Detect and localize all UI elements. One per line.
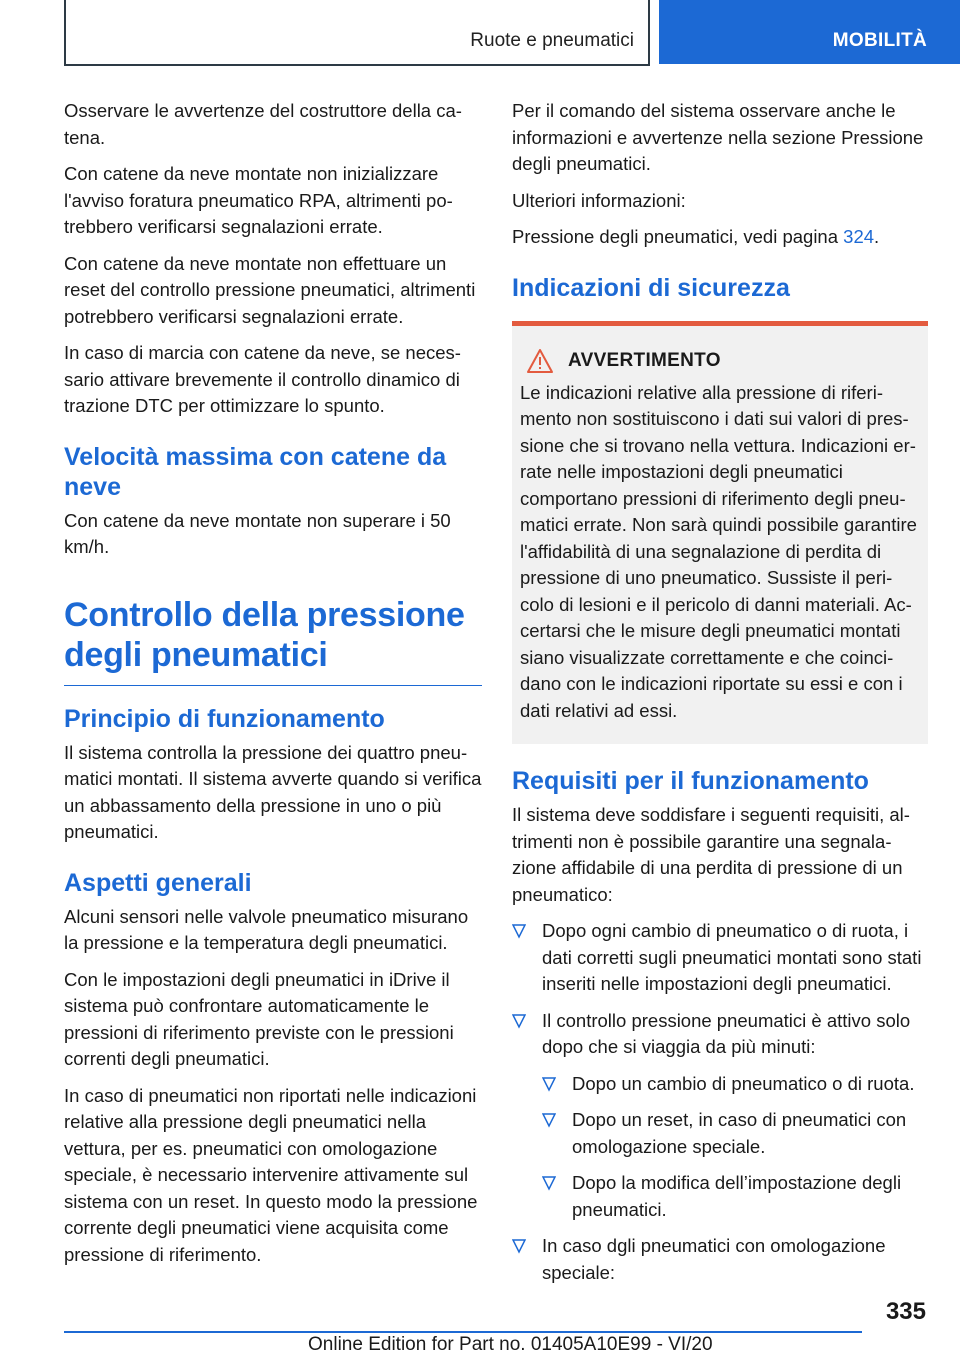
- footer-divider: [64, 1331, 862, 1333]
- paragraph: Alcuni sensori nelle valvole pneumatico misurano la pressione e la temperatura degli pneumatici.: [64, 905, 469, 953]
- heading-requirements: Requisiti per il funzionamento: [512, 767, 869, 795]
- requirements-list: [512, 918, 928, 1286]
- paragraph: In caso di pneumatici non riportati nelle indicazioni relative alla pressione degli pneumatici nella vettura, per es. pneumatici con omologazione speciale, è necessario intervenire attivamente sul sistema con un reset. In questo modo la pressione corrente degli pneumatici viene acquisita come pressione di riferimento.: [64, 1084, 478, 1265]
- heading-tire-pressure-control: Controllo della pressione degli pneumatici: [64, 595, 482, 686]
- warning-text: Le indicazioni relative alla pressione di riferimento non sostituiscono i dati sui valori di pressione che si trovano nella vettura. Indicazioni errate nelle impostazioni degli pneumatici comportano pressioni di riferimento degli pneumatici errate. Non sarà quindi possibile garantire l'affidabilità di una segnalazione di perdita di pressione di uno pneumatico. Sussiste il pericolo di lesioni e il pericolo di danni materiali. Accertarsi che le misure degli pneumatici montati siano visualizzate correttamente e che coincidano con le indicazioni riportate su essi e con i dati relativi ad essi.: [520, 381, 917, 721]
- triangle-bullet-icon: [512, 923, 526, 939]
- list-item: [512, 1233, 928, 1286]
- list-item-text: Dopo ogni cambio di pneumatico o di ruota, i dati corretti sugli pneumatici montati sono stati inseriti nelle impostazioni degli pneumatici.: [542, 920, 922, 994]
- warning-box: [512, 321, 928, 745]
- paragraph: Il sistema controlla la pressione dei quattro pneumatici montati. Il sistema avverte quando si verifica un abbassamento della pressione in uno o più pneumatici.: [64, 741, 482, 842]
- warning-title: AVVERTIMENTO: [568, 349, 721, 371]
- triangle-bullet-icon: [542, 1076, 556, 1092]
- paragraph: Con catene da neve montate non inizializzare l'avviso foratura pneumatico RPA, altrimenti potrebbero verificarsi segnalazioni errate.: [64, 163, 453, 237]
- section-title: Ruote e pneumatici: [470, 30, 634, 51]
- right-column: [512, 98, 928, 1296]
- list-item-text: Dopo la modifica dell’impostazione degli pneumatici.: [572, 1172, 902, 1220]
- left-column: [64, 98, 482, 1278]
- heading-general: Aspetti generali: [64, 868, 252, 897]
- list-item-text: In caso dgli pneumatici con omologazione speciale:: [542, 1235, 886, 1283]
- heading-safety: Indicazioni di sicurezza: [512, 273, 790, 302]
- paragraph: Ulteriori informazioni:: [512, 189, 686, 211]
- warning-triangle-icon: [526, 348, 554, 374]
- chapter-tab-label: MOBILITÀ: [832, 30, 927, 51]
- header-frame: [64, 0, 650, 66]
- triangle-bullet-icon: [512, 1013, 526, 1029]
- list-item-text: Dopo un cambio di pneumatico o di ruota.: [572, 1072, 915, 1094]
- footer-edition: Online Edition for Part no. 01405A10E99 - VI/20: [308, 1334, 713, 1355]
- paragraph: Per il comando del sistema osservare anche le informazioni e avvertenze nella sezione Pressione degli pneumatici.: [512, 100, 924, 174]
- warning-header: [520, 348, 920, 374]
- page-link-324[interactable]: 324: [843, 226, 875, 247]
- paragraph: Con catene da neve montate non effettuare un reset del controllo pressione pneumatici, altrimenti potrebbero verificarsi segnalazioni errate.: [64, 252, 476, 327]
- ref-end: .: [874, 226, 880, 247]
- ref-text: Pressione degli pneumatici, vedi pagina: [512, 226, 844, 247]
- paragraph: Osservare le avvertenze del costruttore della catena.: [64, 100, 462, 148]
- triangle-bullet-icon: [542, 1112, 556, 1128]
- list-item: [542, 1071, 928, 1098]
- list-item-text: Dopo un reset, in caso di pneumatici con omologazione speciale.: [572, 1109, 907, 1157]
- nested-list: [542, 1071, 928, 1224]
- paragraph: Con catene da neve montate non superare i 50 km/h.: [64, 509, 451, 557]
- paragraph-page-ref: [512, 224, 928, 251]
- paragraph: Il sistema deve soddisfare i seguenti requisiti, altrimenti non è possibile garantire una segnalazione affidabile di una perdita di pressione di un pneumatico:: [512, 804, 910, 905]
- page-header: [0, 0, 960, 66]
- list-item: [512, 918, 928, 998]
- list-item-text: Il controllo pressione pneumatici è attivo solo dopo che si viaggia da più minuti:: [542, 1009, 911, 1057]
- heading-principle: Principio di funzionamento: [64, 704, 385, 733]
- page-number: 335: [885, 1298, 926, 1325]
- heading-max-speed: Velocità massima con catene da neve: [64, 442, 447, 501]
- triangle-bullet-icon: [512, 1238, 526, 1254]
- list-item: [512, 1008, 928, 1224]
- chapter-tab[interactable]: [659, 0, 960, 64]
- list-item: [542, 1107, 928, 1160]
- paragraph: Con le impostazioni degli pneumatici in iDrive il sistema può confrontare automaticamente le pressioni di riferimento previste con le pressioni correnti degli pneumatici.: [64, 968, 454, 1069]
- list-item: [542, 1170, 928, 1223]
- paragraph: In caso di marcia con catene da neve, se necessario attivare brevemente il controllo dinamico di trazione DTC per ottimizzare lo spunto.: [64, 342, 461, 416]
- triangle-bullet-icon: [542, 1175, 556, 1191]
